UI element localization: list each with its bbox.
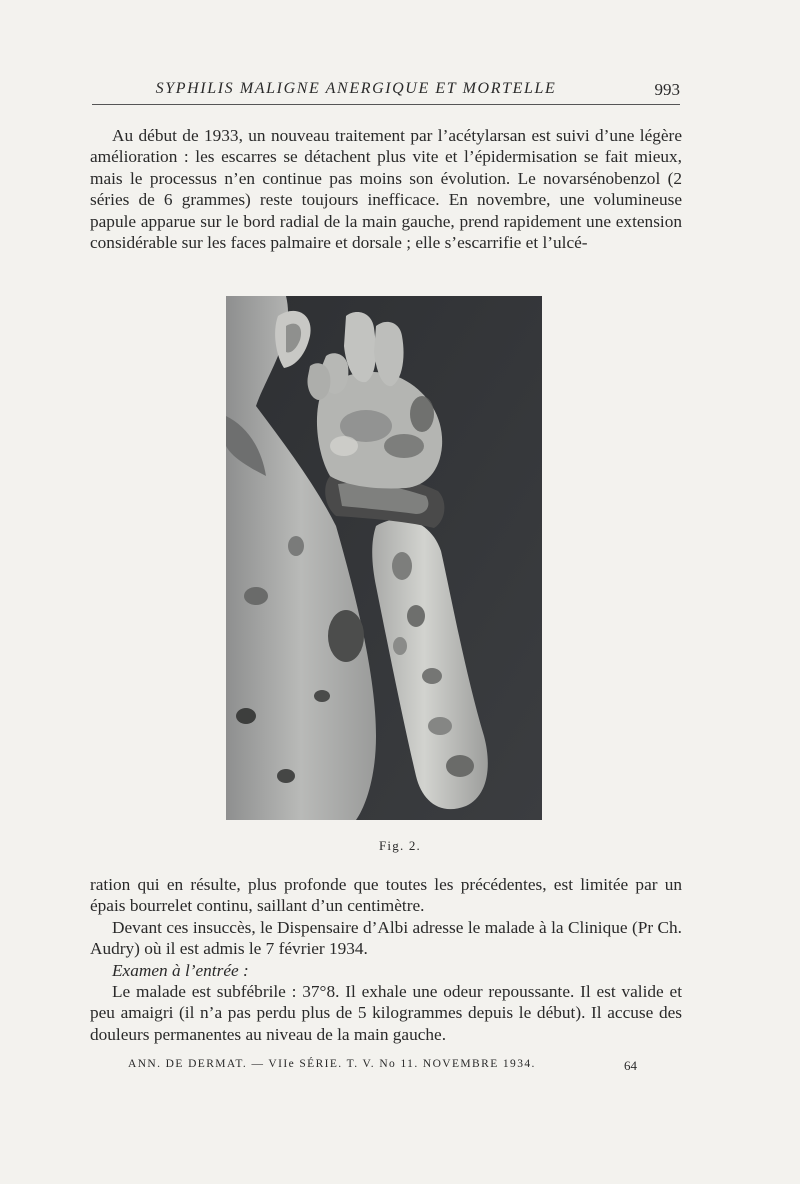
journal-footer: ANN. DE DERMAT. — VIIe SÉRIE. T. V. No 11. NOVEMBRE 1934. (128, 1058, 536, 1070)
figure-caption: Fig. 2. (379, 838, 421, 853)
paragraph: ration qui en résulte, plus profonde que toutes les précédentes, est limitée par un épais bourrelet continu, saillant d’un centimètre. (90, 875, 682, 916)
section-heading: Examen à l’entrée : (112, 960, 249, 980)
text-block-bottom (90, 874, 682, 1045)
signature-mark: 64 (624, 1058, 637, 1073)
paragraph: Au début de 1933, un nouveau traitement par l’acétylarsan est suivi d’une légère amélioration : les escarres se détachent plus vite et l’épidermisation se fait mieux, mais le processus n’en continue pas moins son évolution. Le novarsénobenzol (2 séries de 6 grammes) reste toujours inefficace. En novembre, une volumineuse papule apparue sur le bord radial de la main gauche, prend rapidement une extension considérable sur les faces palmaire et dorsale ; elle s’escarrifie et l’ulcé- (90, 126, 682, 253)
paragraph: Devant ces insuccès, le Dispensaire d’Albi adresse le malade à la Clinique (Pr Ch. Audry) où il est admis le 7 février 1934. (90, 917, 682, 959)
paragraph: Le malade est subfébrile : 37°8. Il exhale une odeur repoussante. Il est valide et peu amaigri (il n’a pas perdu plus de 5 kilogrammes depuis le début). Il accuse des douleurs permanentes au niveau de la main gauche. (90, 982, 682, 1044)
clinical-photograph (226, 296, 542, 820)
photograph-illustration (226, 296, 542, 820)
running-title: SYPHILIS MALIGNE ANERGIQUE ET MORTELLE (155, 80, 557, 97)
text-block-top (90, 125, 682, 253)
page-number: 993 (654, 80, 680, 99)
running-header (92, 78, 680, 105)
